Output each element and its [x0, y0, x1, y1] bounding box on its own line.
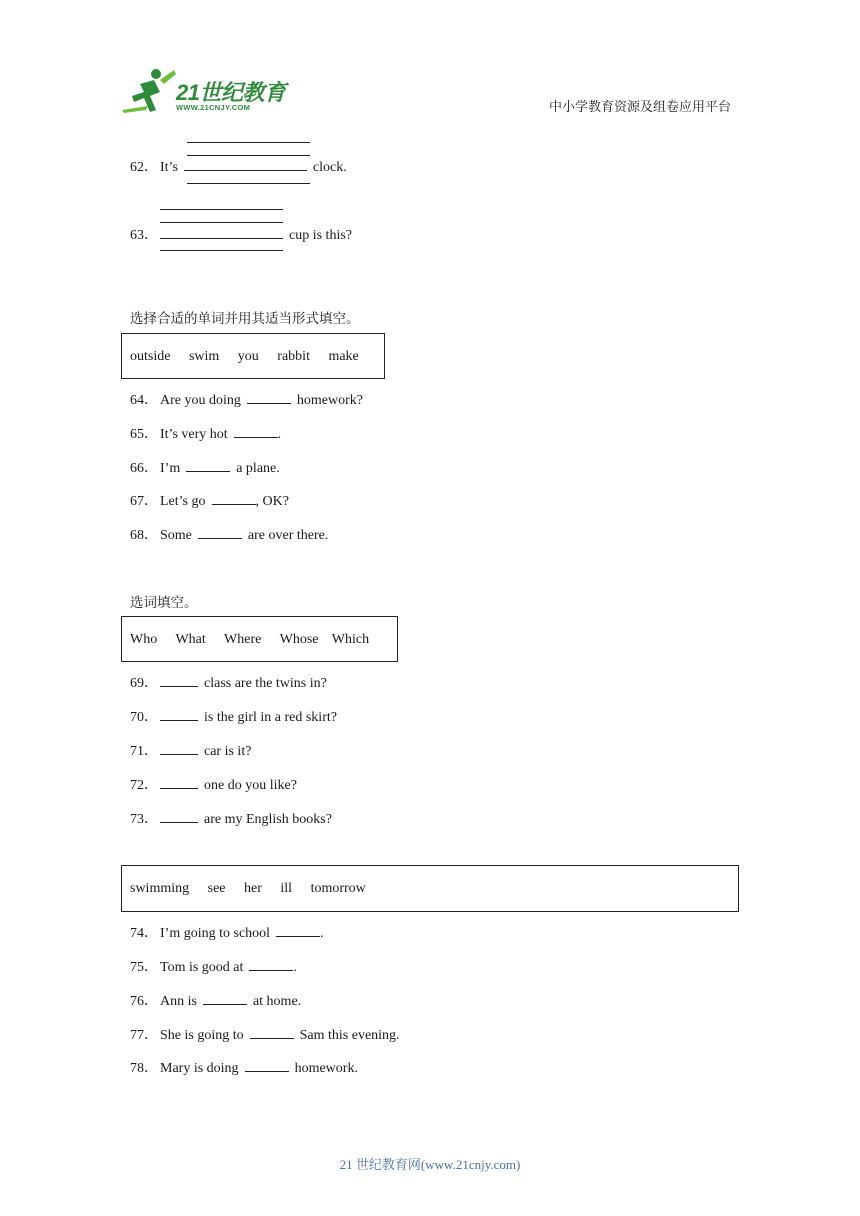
question-75 — [130, 956, 297, 976]
answer-blank[interactable] — [198, 526, 242, 539]
question-text: homework. — [294, 1061, 358, 1076]
question-68 — [130, 524, 328, 544]
answer-blank[interactable] — [160, 742, 198, 755]
answer-blank[interactable] — [184, 158, 307, 171]
question-64 — [130, 389, 363, 409]
question-69 — [130, 672, 327, 692]
word-option: outside — [130, 349, 171, 364]
word-option: Where — [224, 632, 262, 647]
answer-blank[interactable] — [212, 492, 256, 505]
word-box — [121, 616, 398, 662]
question-text: . — [320, 926, 324, 941]
logo-url: WWW.21CNJY.COM — [176, 103, 251, 112]
question-text: are over there. — [247, 528, 329, 543]
question-number: 64． — [130, 393, 158, 408]
runner-logo-icon — [120, 66, 178, 116]
answer-blank[interactable] — [160, 810, 198, 823]
question-71 — [130, 740, 251, 760]
answer-blank[interactable] — [160, 226, 283, 239]
question-76 — [130, 990, 301, 1010]
question-text: one do you like? — [204, 778, 297, 793]
question-62 — [130, 156, 347, 176]
question-number: 74． — [130, 926, 158, 941]
question-number: 68． — [130, 528, 158, 543]
word-option: swimming — [130, 881, 190, 896]
word-option: swim — [188, 349, 220, 364]
question-text: cup is this? — [289, 228, 352, 243]
word-option: What — [175, 632, 206, 647]
word-option: ill — [280, 881, 293, 896]
question-number: 67． — [130, 494, 158, 509]
question-text: class are the twins in? — [204, 676, 327, 691]
header-platform-text: 中小学教育资源及组卷应用平台 — [549, 99, 732, 114]
answer-blank[interactable] — [276, 924, 320, 937]
question-number: 75． — [130, 960, 158, 975]
question-text: I’m — [160, 461, 181, 476]
question-78 — [130, 1057, 358, 1077]
word-option: tomorrow — [310, 881, 366, 896]
question-text: a plane. — [236, 461, 280, 476]
question-number: 66． — [130, 461, 158, 476]
question-number: 76． — [130, 994, 158, 1009]
question-text: . — [277, 427, 282, 442]
answer-line — [160, 209, 283, 210]
question-66 — [130, 457, 280, 477]
question-number: 62． — [130, 160, 158, 175]
question-text: Sam this evening. — [299, 1028, 400, 1043]
answer-blank[interactable] — [160, 674, 198, 687]
word-option: rabbit — [277, 349, 310, 364]
word-box — [121, 865, 739, 912]
question-text: It’s — [160, 160, 178, 175]
question-text: are my English books? — [204, 812, 332, 827]
question-number: 63． — [130, 228, 158, 243]
question-text: , OK? — [255, 494, 289, 509]
word-option: Who — [130, 632, 158, 647]
word-option: Whose — [279, 632, 319, 647]
question-text: It’s very hot — [160, 427, 228, 442]
section-title: 选择合适的单词并用其适当形式填空。 — [130, 311, 360, 327]
word-option: see — [207, 881, 226, 896]
word-box — [121, 333, 385, 379]
answer-blank[interactable] — [245, 1059, 289, 1072]
answer-blank[interactable] — [250, 1026, 294, 1039]
question-63 — [130, 224, 352, 244]
site-logo — [120, 66, 290, 116]
question-text: She is going to — [160, 1028, 244, 1043]
question-number: 70． — [130, 710, 158, 725]
question-text: Some — [160, 528, 192, 543]
answer-blank[interactable] — [160, 776, 198, 789]
logo-text: 21世纪教育 — [176, 80, 286, 105]
word-bank — [130, 881, 381, 897]
question-70 — [130, 706, 337, 726]
question-72 — [130, 774, 297, 794]
answer-blank[interactable] — [203, 992, 247, 1005]
question-number: 71． — [130, 744, 158, 759]
answer-blank[interactable] — [234, 425, 278, 438]
question-74 — [130, 922, 324, 942]
question-text: car is it? — [204, 744, 252, 759]
answer-blank[interactable] — [160, 708, 198, 721]
word-option: you — [237, 349, 259, 364]
question-text: Ann is — [160, 994, 197, 1009]
answer-line — [187, 183, 310, 184]
answer-line — [160, 250, 283, 251]
question-77 — [130, 1024, 400, 1044]
footer-site-link[interactable]: 21 世纪教育网(www.21cnjy.com) — [339, 1157, 521, 1172]
question-text: is the girl in a red skirt? — [204, 710, 337, 725]
word-option: make — [328, 349, 359, 364]
question-text: I’m going to school — [160, 926, 271, 941]
question-text: clock. — [312, 160, 347, 175]
question-number: 72． — [130, 778, 158, 793]
answer-line — [160, 222, 283, 223]
question-text: Let’s go — [160, 494, 206, 509]
question-number: 78． — [130, 1061, 158, 1076]
question-65 — [130, 423, 281, 443]
question-67 — [130, 490, 289, 510]
question-text: homework? — [296, 393, 363, 408]
word-bank — [130, 349, 374, 365]
question-text: Tom is good at — [160, 960, 244, 975]
answer-blank[interactable] — [186, 459, 230, 472]
question-text: Mary is doing — [160, 1061, 239, 1076]
question-number: 69． — [130, 676, 158, 691]
question-number: 65． — [130, 427, 158, 442]
answer-line — [187, 142, 310, 143]
section-title: 选词填空。 — [130, 595, 198, 611]
answer-blank[interactable] — [247, 391, 291, 404]
question-73 — [130, 808, 332, 828]
question-text: at home. — [252, 994, 302, 1009]
question-number: 77． — [130, 1028, 158, 1043]
word-option: Which — [331, 632, 370, 647]
answer-blank[interactable] — [249, 958, 293, 971]
word-option: her — [244, 881, 262, 896]
question-text: . — [293, 960, 297, 975]
question-text: Are you doing — [160, 393, 241, 408]
word-bank — [130, 632, 384, 648]
question-number: 73． — [130, 812, 158, 827]
